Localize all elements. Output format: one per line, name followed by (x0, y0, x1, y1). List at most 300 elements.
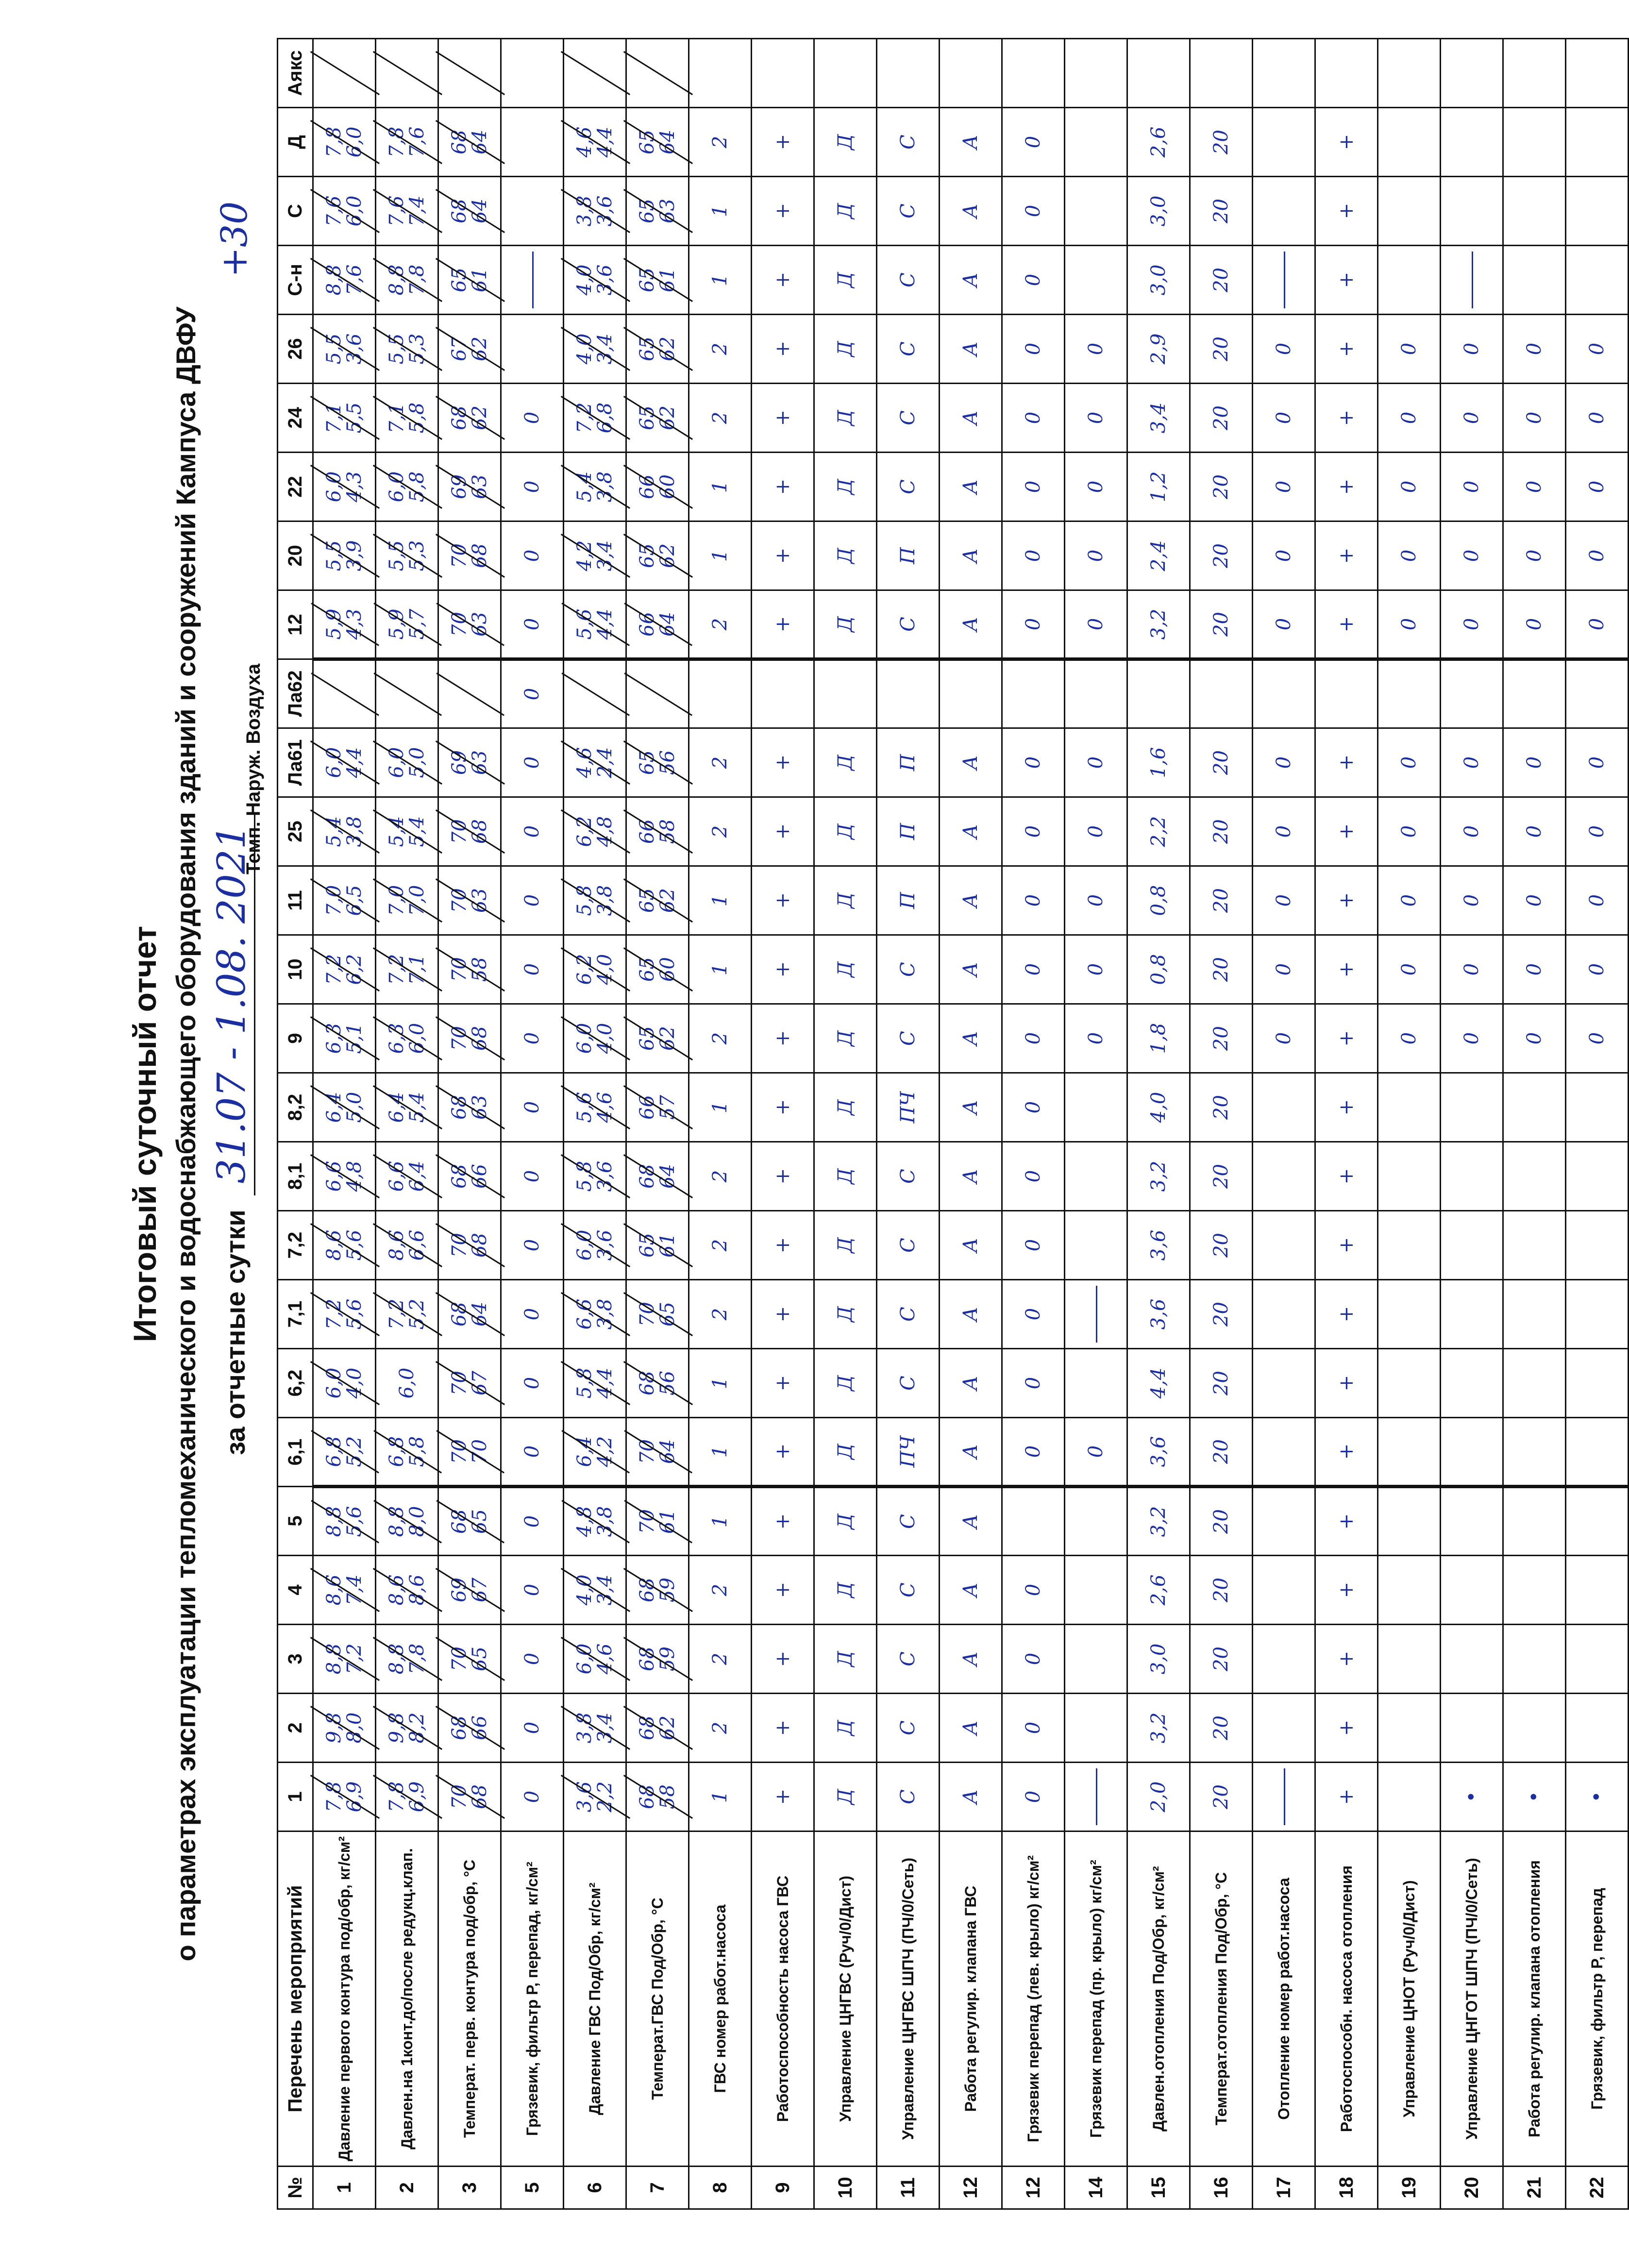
value-cell: + (1315, 108, 1378, 177)
value-text: 6,6 4,8 (323, 1160, 366, 1192)
value-cell: 1 (689, 1073, 752, 1142)
value-cell (1315, 39, 1378, 108)
value-text: 68 64 (448, 199, 491, 223)
value-text: 5,5 3,9 (323, 540, 366, 571)
header-building: 4 (278, 1556, 313, 1625)
value-cell (438, 659, 501, 728)
value-cell (438, 1418, 501, 1487)
value-cell: С (877, 315, 940, 384)
value-cell: С (877, 1556, 940, 1625)
value-cell: 2 (689, 384, 752, 453)
value-cell: 0 (1566, 866, 1629, 935)
value-cell (376, 246, 438, 315)
value-cell: 3,2 (1127, 590, 1190, 659)
value-cell (1378, 39, 1441, 108)
table-row (814, 39, 877, 2209)
value-text: 70 68 (448, 1233, 491, 1258)
value-cell: 0 (1441, 866, 1503, 935)
table-row (1002, 39, 1065, 2209)
value-cell (564, 590, 626, 659)
value-cell: + (752, 315, 814, 384)
value-cell (1002, 1487, 1065, 1556)
value-cell: С (877, 1763, 940, 1831)
value-text: 70 61 (636, 1509, 679, 1534)
value-cell: 1 (689, 866, 752, 935)
value-cell: 0 (1002, 1349, 1065, 1418)
value-cell (313, 521, 376, 590)
value-text: 70 63 (448, 612, 491, 637)
value-cell (1441, 1625, 1503, 1694)
value-cell: 0 (501, 1211, 564, 1280)
value-text: 65 62 (636, 1026, 679, 1051)
value-cell (1253, 108, 1315, 177)
row-number: 11 (877, 2167, 940, 2209)
value-cell: 2 (689, 728, 752, 797)
value-text: 7,2 5,6 (323, 1298, 366, 1330)
row-number: 20 (1441, 2167, 1503, 2209)
value-cell (1503, 1073, 1566, 1142)
value-cell (626, 1211, 689, 1280)
value-cell (1253, 1142, 1315, 1211)
value-cell (438, 246, 501, 315)
row-number: 21 (1503, 2167, 1566, 2209)
value-text: 7,8 6,9 (323, 1781, 366, 1813)
value-cell: Д (814, 108, 877, 177)
report-subtitle: о параметрах эксплуатации тепломеханического и водоснабжающего оборудования зданий и сооружений Кампуса ДВФУ (170, 306, 201, 1962)
value-cell: + (752, 935, 814, 1004)
value-cell (1002, 659, 1065, 728)
value-cell: А (940, 935, 1002, 1004)
value-text: 68 66 (448, 1164, 491, 1189)
value-cell: А (940, 1142, 1002, 1211)
value-text: 5,4 3,8 (573, 471, 616, 503)
value-cell: 1,6 (1127, 728, 1190, 797)
value-text: 68 58 (636, 1784, 679, 1809)
value-cell: 0 (1002, 1073, 1065, 1142)
value-cell (1441, 1556, 1503, 1625)
value-cell: 20 (1190, 1142, 1253, 1211)
value-cell: 0 (501, 866, 564, 935)
value-cell (1566, 1694, 1629, 1763)
value-cell (626, 384, 689, 453)
value-cell: 0,8 (1127, 866, 1190, 935)
value-cell (313, 384, 376, 453)
value-text: 65 61 (448, 268, 491, 292)
value-cell (1065, 1763, 1127, 1831)
table-row (940, 39, 1002, 2209)
value-cell (438, 1556, 501, 1625)
value-text: 6,2 4,8 (573, 816, 616, 847)
header-building: С (278, 177, 313, 246)
value-cell (313, 315, 376, 384)
value-cell (376, 1004, 438, 1073)
value-cell (1065, 246, 1127, 315)
value-text: 6,0 4,0 (323, 1367, 366, 1399)
value-text: 65 60 (636, 957, 679, 982)
value-cell (1127, 659, 1190, 728)
value-cell (438, 1487, 501, 1556)
row-number: 10 (814, 2167, 877, 2209)
value-cell: 0 (1065, 590, 1127, 659)
value-cell (564, 1625, 626, 1694)
value-cell: 6,0 (376, 1349, 438, 1418)
header-building: 11 (278, 866, 313, 935)
value-cell (1253, 1073, 1315, 1142)
value-cell (564, 1349, 626, 1418)
value-cell: 0 (1002, 935, 1065, 1004)
value-cell (626, 1487, 689, 1556)
value-cell: А (940, 1073, 1002, 1142)
value-cell: С (877, 1625, 940, 1694)
value-text: 7,8 6,9 (386, 1781, 428, 1813)
value-text: 6,8 5,8 (386, 1436, 428, 1467)
value-cell (564, 521, 626, 590)
report-period (209, 0, 255, 2268)
value-text: 68 64 (448, 130, 491, 154)
value-cell (1065, 177, 1127, 246)
value-text: 7,1 5,8 (386, 402, 428, 434)
value-cell: 0 (1566, 315, 1629, 384)
value-cell (1002, 39, 1065, 108)
value-cell: А (940, 315, 1002, 384)
value-cell (626, 1004, 689, 1073)
value-cell (564, 177, 626, 246)
value-cell: + (752, 866, 814, 935)
value-cell (1503, 659, 1566, 728)
value-text: 6,0 4,4 (323, 747, 366, 778)
value-cell: А (940, 384, 1002, 453)
value-text: 65 61 (636, 268, 679, 292)
value-cell: + (1315, 1694, 1378, 1763)
value-text: 7,2 6,8 (573, 402, 616, 434)
value-text: 70 68 (448, 1026, 491, 1051)
value-cell (313, 728, 376, 797)
value-text: 7,6 6,0 (323, 195, 366, 227)
value-cell (313, 1004, 376, 1073)
value-text: 65 64 (636, 130, 679, 154)
value-cell (1378, 1625, 1441, 1694)
value-cell (1503, 1211, 1566, 1280)
value-cell: Д (814, 1073, 877, 1142)
value-cell (376, 935, 438, 1004)
value-cell (877, 39, 940, 108)
value-cell: 0 (501, 935, 564, 1004)
table-row (1378, 39, 1441, 2209)
value-cell: 0 (501, 521, 564, 590)
value-cell: 0 (1253, 521, 1315, 590)
value-cell: Д (814, 728, 877, 797)
value-text: 66 64 (636, 612, 679, 637)
value-cell (1441, 1487, 1503, 1556)
value-cell (1065, 1694, 1127, 1763)
value-text: 6,0 4,0 (573, 1023, 616, 1054)
value-cell: 0 (1566, 728, 1629, 797)
value-cell (313, 1487, 376, 1556)
value-cell (501, 246, 564, 315)
value-cell: А (940, 1556, 1002, 1625)
value-cell: 2,4 (1127, 521, 1190, 590)
value-cell: 2 (689, 1694, 752, 1763)
value-cell: А (940, 108, 1002, 177)
value-cell: 1,8 (1127, 1004, 1190, 1073)
value-cell: 0 (501, 1694, 564, 1763)
value-cell: + (752, 1211, 814, 1280)
value-cell (1503, 1349, 1566, 1418)
value-cell: 0 (501, 797, 564, 866)
row-measure-name: Управление ЦНГОТ ШПЧ (ПЧ/0/Сеть) (1441, 1831, 1503, 2167)
value-cell (438, 1763, 501, 1831)
table-row (1503, 39, 1566, 2209)
table-header-row (278, 39, 313, 2209)
value-cell: Д (814, 384, 877, 453)
value-cell (1378, 1487, 1441, 1556)
table-row (752, 39, 814, 2209)
table-row (877, 39, 940, 2209)
value-text: 6,4 5,0 (323, 1092, 366, 1123)
value-text: 6,0 5,8 (386, 471, 428, 503)
value-text: 68 64 (636, 1164, 679, 1189)
value-cell (438, 728, 501, 797)
value-cell (626, 1280, 689, 1349)
value-cell (1441, 108, 1503, 177)
value-cell: 0 (1002, 728, 1065, 797)
value-cell (1503, 177, 1566, 246)
value-cell: 0 (1065, 1004, 1127, 1073)
header-building: 9 (278, 1004, 313, 1073)
value-text: 6,0 3,6 (573, 1229, 616, 1261)
value-text: 68 62 (448, 405, 491, 430)
value-cell (1315, 659, 1378, 728)
value-cell (1378, 1694, 1441, 1763)
value-cell (564, 453, 626, 521)
value-cell (376, 1625, 438, 1694)
value-cell (564, 1763, 626, 1831)
value-cell: П (877, 797, 940, 866)
value-cell: 2,0 (1127, 1763, 1190, 1831)
value-cell: 0 (1253, 590, 1315, 659)
value-text: 8,8 7,2 (323, 1643, 366, 1675)
value-cell: Д (814, 315, 877, 384)
value-cell (1065, 659, 1127, 728)
value-text: 5,4 3,8 (323, 816, 366, 847)
value-cell: 0 (1503, 797, 1566, 866)
period-label: за отчетные сутки (220, 1210, 251, 1455)
value-cell: 3,6 (1127, 1280, 1190, 1349)
value-text: 8,6 7,4 (323, 1574, 366, 1606)
table-row (626, 39, 689, 2209)
value-cell (376, 1487, 438, 1556)
value-cell (438, 797, 501, 866)
value-cell (376, 315, 438, 384)
value-cell (626, 1625, 689, 1694)
value-cell (376, 39, 438, 108)
value-text: 68 63 (448, 1095, 491, 1120)
value-cell (1441, 1073, 1503, 1142)
value-cell (626, 935, 689, 1004)
value-cell (1253, 1487, 1315, 1556)
value-cell (1065, 1142, 1127, 1211)
value-cell (313, 108, 376, 177)
value-cell: 0 (1253, 935, 1315, 1004)
value-cell (438, 1694, 501, 1763)
value-text: 6,0 4,6 (573, 1643, 616, 1675)
value-text: 69 67 (448, 1578, 491, 1602)
value-cell (626, 1556, 689, 1625)
value-cell: 0 (501, 590, 564, 659)
value-cell: 0 (1002, 866, 1065, 935)
header-building: 24 (278, 384, 313, 453)
value-text: 8,6 5,6 (323, 1229, 366, 1261)
value-cell (626, 1349, 689, 1418)
value-cell (438, 39, 501, 108)
value-cell: 0 (1441, 590, 1503, 659)
value-cell (1253, 1694, 1315, 1763)
value-text: 67 62 (448, 336, 491, 361)
handwritten-note: +30 (214, 201, 255, 277)
value-cell: + (752, 384, 814, 453)
value-cell: 0 (1065, 866, 1127, 935)
value-text: 3,8 3,4 (573, 1712, 616, 1744)
value-text: 68 62 (636, 1715, 679, 1740)
value-cell (626, 521, 689, 590)
value-cell (1566, 1418, 1629, 1487)
value-cell (1566, 1211, 1629, 1280)
value-cell: 1 (689, 177, 752, 246)
value-cell (438, 1349, 501, 1418)
value-cell: 0 (1378, 797, 1441, 866)
value-cell: А (940, 1694, 1002, 1763)
value-cell: 1 (689, 1763, 752, 1831)
value-cell (626, 1763, 689, 1831)
value-cell (1566, 1280, 1629, 1349)
value-cell (626, 108, 689, 177)
value-text: 6,6 6,4 (386, 1160, 428, 1192)
value-cell: 1 (689, 453, 752, 521)
value-cell: 20 (1190, 453, 1253, 521)
value-text: 8,8 5,6 (323, 1506, 366, 1537)
value-cell (313, 1211, 376, 1280)
value-text: 8,6 6,6 (386, 1229, 428, 1261)
value-text: 6,4 4,2 (573, 1436, 616, 1467)
value-cell: 20 (1190, 1418, 1253, 1487)
value-cell (313, 590, 376, 659)
value-cell (1378, 1556, 1441, 1625)
value-text: 68 64 (448, 1302, 491, 1327)
value-cell (1503, 1556, 1566, 1625)
value-cell (626, 1073, 689, 1142)
value-cell: Д (814, 1349, 877, 1418)
value-cell: 0 (1503, 521, 1566, 590)
value-cell: + (752, 1763, 814, 1831)
value-cell: П (877, 866, 940, 935)
value-cell (1065, 1211, 1127, 1280)
value-cell (1378, 1211, 1441, 1280)
value-cell (313, 453, 376, 521)
value-cell: 0 (1566, 384, 1629, 453)
value-cell: ПЧ (877, 1418, 940, 1487)
value-cell: + (752, 177, 814, 246)
value-text: 4,0 3,6 (573, 264, 616, 296)
value-cell: + (752, 1487, 814, 1556)
report-table (277, 38, 1629, 2210)
value-cell: + (1315, 1211, 1378, 1280)
table-row (564, 39, 626, 2209)
value-cell (1378, 108, 1441, 177)
value-cell (1566, 39, 1629, 108)
value-cell: 3,2 (1127, 1142, 1190, 1211)
value-cell (376, 108, 438, 177)
value-text: 69 63 (448, 750, 491, 775)
value-cell (1378, 1418, 1441, 1487)
value-cell (564, 1211, 626, 1280)
value-cell (313, 1142, 376, 1211)
value-cell (1503, 1418, 1566, 1487)
value-cell: + (752, 1004, 814, 1073)
value-cell (1566, 1142, 1629, 1211)
row-number: 12 (940, 2167, 1002, 2209)
value-cell (1503, 39, 1566, 108)
value-cell (1566, 1625, 1629, 1694)
value-text: 7,6 7,4 (386, 195, 428, 227)
value-cell: + (752, 728, 814, 797)
value-cell: 2,6 (1127, 108, 1190, 177)
value-cell: 20 (1190, 728, 1253, 797)
table-row (1566, 39, 1629, 2209)
value-cell (376, 453, 438, 521)
value-cell: 0 (1002, 1418, 1065, 1487)
value-cell (1566, 246, 1629, 315)
value-cell: + (752, 1694, 814, 1763)
value-cell: 0 (1065, 453, 1127, 521)
value-text: 6,4 5,4 (386, 1092, 428, 1123)
table-row (1127, 39, 1190, 2209)
table-row (501, 39, 564, 2209)
value-cell (564, 108, 626, 177)
value-cell: 0 (1253, 384, 1315, 453)
value-cell (376, 1211, 438, 1280)
value-cell: + (1315, 246, 1378, 315)
value-cell (752, 659, 814, 728)
value-cell (1253, 1625, 1315, 1694)
value-cell (1065, 1280, 1127, 1349)
row-measure-name: Работа регулир. клапана отопления (1503, 1831, 1566, 2167)
value-cell: 0 (1566, 1004, 1629, 1073)
value-cell: 20 (1190, 177, 1253, 246)
value-cell: А (940, 866, 1002, 935)
table-row (1253, 39, 1315, 2209)
value-cell: 20 (1190, 108, 1253, 177)
value-cell (1253, 1556, 1315, 1625)
value-cell: 0 (501, 1004, 564, 1073)
value-cell: 0 (1441, 1004, 1503, 1073)
row-measure-name: Давлен.отопления Под/Обр, кг/см² (1127, 1831, 1190, 2167)
value-cell: С (877, 1004, 940, 1073)
row-measure-name: Работоспособн. насоса отопления (1315, 1831, 1378, 2167)
value-text: 68 59 (636, 1578, 679, 1602)
value-cell (1378, 177, 1441, 246)
value-cell: Д (814, 1556, 877, 1625)
row-number: 5 (501, 2167, 564, 2209)
header-building: Аякс (278, 39, 313, 108)
value-cell: А (940, 728, 1002, 797)
value-cell: Д (814, 453, 877, 521)
value-cell: 0 (1002, 1625, 1065, 1694)
value-cell: + (752, 1625, 814, 1694)
value-cell (1503, 1280, 1566, 1349)
value-text: 4,8 3,8 (573, 1506, 616, 1537)
value-cell: ПЧ (877, 1073, 940, 1142)
header-building: С-н (278, 246, 313, 315)
